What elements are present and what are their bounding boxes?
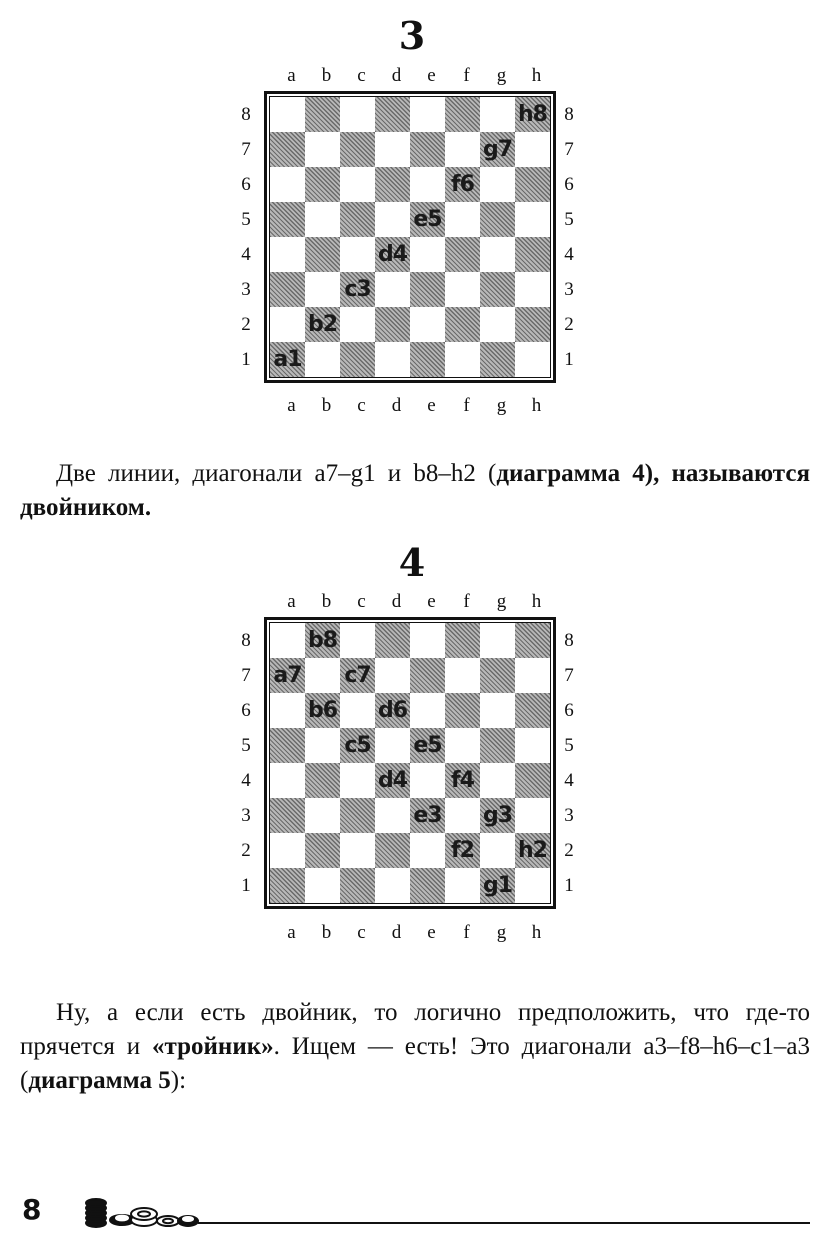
file-label: b [321, 65, 332, 86]
square-d8 [375, 97, 410, 132]
square-f1 [445, 342, 480, 377]
square-a4 [270, 237, 305, 272]
square-e1 [410, 868, 445, 903]
square-label: g7 [482, 137, 513, 162]
page-number: 8 [22, 1193, 42, 1226]
rank-label: 6 [241, 174, 251, 195]
square-a8 [270, 623, 305, 658]
file-label: e [427, 65, 436, 86]
square-label: g1 [482, 873, 513, 898]
rank-label: 2 [564, 314, 574, 335]
square-label: f6 [451, 172, 474, 197]
square-f5 [445, 202, 480, 237]
square-a6 [270, 693, 305, 728]
square-h6 [515, 693, 550, 728]
square-b8 [305, 623, 340, 658]
file-label: f [463, 395, 470, 416]
square-h3 [515, 272, 550, 307]
rank-label: 7 [241, 139, 251, 160]
rank-label: 2 [241, 840, 251, 861]
square-h8 [515, 623, 550, 658]
square-c3 [340, 798, 375, 833]
square-h3 [515, 798, 550, 833]
file-label: c [357, 65, 366, 86]
rank-label: 1 [241, 349, 251, 370]
square-e5 [410, 728, 445, 763]
rank-label: 7 [564, 139, 574, 160]
file-label: c [357, 591, 366, 612]
square-g8 [480, 623, 515, 658]
rank-label: 6 [564, 700, 574, 721]
square-c1 [340, 342, 375, 377]
rank-label: 2 [564, 840, 574, 861]
file-label: f [463, 591, 470, 612]
diagram-3-ranks-left [238, 97, 254, 377]
rank-label: 5 [241, 209, 251, 230]
square-g7 [480, 132, 515, 167]
square-d6 [375, 693, 410, 728]
square-a1 [270, 342, 305, 377]
square-b1 [305, 342, 340, 377]
square-b3 [305, 272, 340, 307]
rank-label: 3 [564, 805, 574, 826]
file-label: d [391, 591, 402, 612]
file-label: d [391, 922, 402, 943]
square-a7 [270, 658, 305, 693]
diagram-4-board-frame [264, 617, 556, 909]
square-label: d4 [377, 768, 408, 793]
rank-label: 7 [564, 665, 574, 686]
square-label: e3 [413, 803, 442, 828]
square-d2 [375, 833, 410, 868]
square-a4 [270, 763, 305, 798]
file-label: g [496, 591, 507, 612]
square-g2 [480, 833, 515, 868]
square-h5 [515, 728, 550, 763]
square-f6 [445, 693, 480, 728]
square-g3 [480, 798, 515, 833]
square-a2 [270, 833, 305, 868]
paragraph-2-term: «тройник» [152, 1033, 274, 1060]
file-label: a [287, 922, 296, 943]
square-b5 [305, 728, 340, 763]
square-e6 [410, 693, 445, 728]
square-d8 [375, 623, 410, 658]
square-e3 [410, 798, 445, 833]
square-e6 [410, 167, 445, 202]
square-g8 [480, 97, 515, 132]
square-f4 [445, 237, 480, 272]
square-d4 [375, 763, 410, 798]
square-b4 [305, 237, 340, 272]
file-label: b [321, 591, 332, 612]
square-g5 [480, 202, 515, 237]
rank-label: 4 [241, 770, 251, 791]
square-a8 [270, 97, 305, 132]
rank-label: 5 [564, 209, 574, 230]
square-e5 [410, 202, 445, 237]
square-a5 [270, 202, 305, 237]
rank-label: 3 [241, 805, 251, 826]
square-label: c3 [344, 277, 371, 302]
rank-label: 1 [564, 349, 574, 370]
square-c7 [340, 132, 375, 167]
square-c2 [340, 307, 375, 342]
rank-label: 2 [241, 314, 251, 335]
square-f4 [445, 763, 480, 798]
square-c4 [340, 237, 375, 272]
square-label: b2 [307, 312, 338, 337]
square-label: h2 [518, 838, 547, 863]
rank-label: 4 [241, 244, 251, 265]
square-label: f2 [451, 838, 474, 863]
square-f7 [445, 132, 480, 167]
paragraph-2-text-middle: . Ищем — есть! Это диагонали a3–f8–h6–c1–a3 ( [20, 1033, 810, 1094]
square-c4 [340, 763, 375, 798]
square-label: e5 [413, 733, 442, 758]
square-d3 [375, 272, 410, 307]
square-c8 [340, 97, 375, 132]
square-b7 [305, 132, 340, 167]
diagram-4-files-top [274, 592, 554, 612]
square-b2 [305, 307, 340, 342]
square-g7 [480, 658, 515, 693]
square-e7 [410, 658, 445, 693]
square-e8 [410, 97, 445, 132]
diagram-4-board [269, 622, 551, 904]
paragraph-triple [20, 996, 810, 1098]
diagram-3-title: 3 [398, 13, 426, 58]
square-d6 [375, 167, 410, 202]
square-d2 [375, 307, 410, 342]
rank-label: 8 [564, 104, 574, 125]
square-g4 [480, 763, 515, 798]
square-label: d6 [377, 698, 408, 723]
square-e7 [410, 132, 445, 167]
file-label: f [463, 922, 470, 943]
square-d5 [375, 728, 410, 763]
rank-label: 5 [241, 735, 251, 756]
diagram-3-files-top [274, 66, 554, 86]
square-f2 [445, 833, 480, 868]
paragraph-2-text-end: ): [170, 1067, 187, 1094]
rank-label: 8 [241, 630, 251, 651]
file-label: e [427, 591, 436, 612]
diagram-3-files-bottom [274, 396, 554, 416]
square-label: c5 [344, 733, 371, 758]
paragraph-1-diagram-ref: диаграмма 4 [496, 460, 645, 487]
square-d7 [375, 658, 410, 693]
square-b4 [305, 763, 340, 798]
square-e4 [410, 763, 445, 798]
square-h7 [515, 132, 550, 167]
square-g5 [480, 728, 515, 763]
file-label: d [391, 65, 402, 86]
square-label: g3 [482, 803, 513, 828]
square-c2 [340, 833, 375, 868]
paragraph-1-text-end: . [144, 494, 152, 521]
square-c8 [340, 623, 375, 658]
rank-label: 5 [564, 735, 574, 756]
rank-label: 4 [564, 770, 574, 791]
square-c6 [340, 693, 375, 728]
square-e2 [410, 307, 445, 342]
file-label: h [531, 591, 542, 612]
file-label: g [496, 395, 507, 416]
square-h1 [515, 868, 550, 903]
paragraph-1-term: двойником [20, 494, 145, 521]
square-d7 [375, 132, 410, 167]
square-label: c7 [344, 663, 371, 688]
square-g4 [480, 237, 515, 272]
square-label: f4 [451, 768, 474, 793]
file-label: f [463, 65, 470, 86]
square-b3 [305, 798, 340, 833]
file-label: a [287, 65, 296, 86]
square-c6 [340, 167, 375, 202]
paragraph-1-text-middle: ), называются [644, 460, 810, 487]
file-label: e [427, 922, 436, 943]
square-a7 [270, 132, 305, 167]
square-f6 [445, 167, 480, 202]
square-b5 [305, 202, 340, 237]
square-h8 [515, 97, 550, 132]
square-d1 [375, 868, 410, 903]
square-f1 [445, 868, 480, 903]
square-g6 [480, 693, 515, 728]
square-label: b6 [307, 698, 338, 723]
square-label: d4 [377, 242, 408, 267]
file-label: a [287, 395, 296, 416]
square-b6 [305, 693, 340, 728]
file-label: h [531, 922, 542, 943]
square-c1 [340, 868, 375, 903]
square-f2 [445, 307, 480, 342]
paragraph-1-text: Две линии, диагонали a7–g1 и b8–h2 ( [56, 460, 497, 487]
square-f8 [445, 97, 480, 132]
rank-label: 8 [564, 630, 574, 651]
square-a5 [270, 728, 305, 763]
square-e8 [410, 623, 445, 658]
square-c5 [340, 728, 375, 763]
file-label: h [531, 395, 542, 416]
square-a3 [270, 798, 305, 833]
square-d3 [375, 798, 410, 833]
square-label: b8 [307, 628, 338, 653]
square-h2 [515, 833, 550, 868]
checkers-pieces-icon [84, 1196, 200, 1228]
file-label: g [496, 922, 507, 943]
diagram-4-ranks-left [238, 623, 254, 903]
square-e4 [410, 237, 445, 272]
footer-rule [198, 1222, 810, 1224]
square-h2 [515, 307, 550, 342]
file-label: c [357, 922, 366, 943]
square-c5 [340, 202, 375, 237]
square-h1 [515, 342, 550, 377]
square-c3 [340, 272, 375, 307]
rank-label: 8 [241, 104, 251, 125]
file-label: h [531, 65, 542, 86]
paragraph-double [20, 457, 810, 525]
square-h4 [515, 763, 550, 798]
file-label: g [496, 65, 507, 86]
square-f7 [445, 658, 480, 693]
rank-label: 6 [241, 700, 251, 721]
rank-label: 6 [564, 174, 574, 195]
square-h6 [515, 167, 550, 202]
square-g3 [480, 272, 515, 307]
square-g6 [480, 167, 515, 202]
rank-label: 1 [241, 875, 251, 896]
file-label: b [321, 922, 332, 943]
square-label: h8 [518, 102, 547, 127]
file-label: c [357, 395, 366, 416]
rank-label: 7 [241, 665, 251, 686]
square-f3 [445, 272, 480, 307]
file-label: b [321, 395, 332, 416]
file-label: d [391, 395, 402, 416]
diagram-3-ranks-right [561, 97, 577, 377]
square-g1 [480, 342, 515, 377]
square-g2 [480, 307, 515, 342]
square-b1 [305, 868, 340, 903]
square-a3 [270, 272, 305, 307]
square-e2 [410, 833, 445, 868]
square-h7 [515, 658, 550, 693]
square-b7 [305, 658, 340, 693]
square-a1 [270, 868, 305, 903]
square-b2 [305, 833, 340, 868]
square-b6 [305, 167, 340, 202]
rank-label: 3 [564, 279, 574, 300]
square-label: a7 [273, 663, 302, 688]
diagram-3-board [269, 96, 551, 378]
square-d1 [375, 342, 410, 377]
square-d4 [375, 237, 410, 272]
square-f5 [445, 728, 480, 763]
file-label: a [287, 591, 296, 612]
square-h4 [515, 237, 550, 272]
square-label: e5 [413, 207, 442, 232]
diagram-4-files-bottom [274, 923, 554, 943]
square-a2 [270, 307, 305, 342]
square-a6 [270, 167, 305, 202]
diagram-4-title: 4 [398, 540, 426, 585]
diagram-4-ranks-right [561, 623, 577, 903]
rank-label: 4 [564, 244, 574, 265]
paragraph-2-text: Ну, а если есть двойник, то логично предположить, что где-то прячется и [20, 999, 810, 1060]
rank-label: 3 [241, 279, 251, 300]
file-label: e [427, 395, 436, 416]
square-f8 [445, 623, 480, 658]
square-e1 [410, 342, 445, 377]
square-c7 [340, 658, 375, 693]
square-b8 [305, 97, 340, 132]
square-g1 [480, 868, 515, 903]
square-d5 [375, 202, 410, 237]
diagram-3-board-frame [264, 91, 556, 383]
paragraph-2-diagram-ref: диаграмма 5 [28, 1067, 171, 1094]
square-e3 [410, 272, 445, 307]
square-h5 [515, 202, 550, 237]
square-f3 [445, 798, 480, 833]
square-label: a1 [273, 347, 302, 372]
rank-label: 1 [564, 875, 574, 896]
